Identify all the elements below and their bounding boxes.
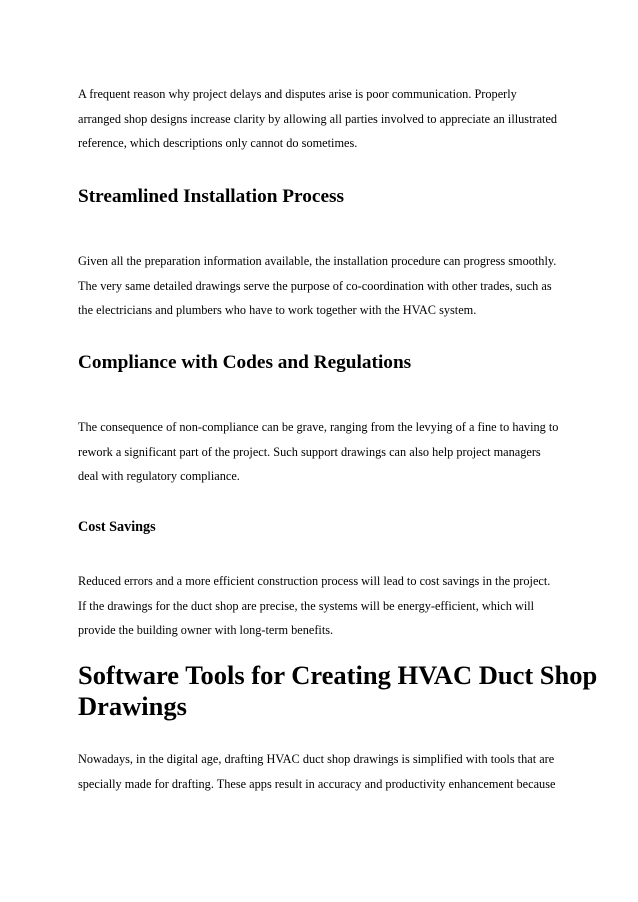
text-line: provide the building owner with long-term benefits. [78, 623, 334, 637]
heading-streamlined-installation: Streamlined Installation Process [78, 186, 345, 207]
heading-line: Drawings [78, 691, 187, 721]
text-line: The consequence of non-compliance can be grave, ranging from the levying of a fine to having to [78, 420, 559, 434]
heading-compliance: Compliance with Codes and Regulations [78, 352, 412, 373]
heading-cost-savings: Cost Savings [78, 519, 156, 535]
text-line: arranged shop designs increase clarity by allowing all parties involved to appreciate an illustrated [78, 111, 558, 126]
text-line: specially made for drafting. These apps result in accuracy and productivity enhancement because [78, 776, 556, 791]
paragraph-compliance [78, 415, 568, 489]
text-line: reference, which descriptions only cannot do sometimes. [78, 136, 358, 150]
text-line: the electricians and plumbers who have to work together with the HVAC system. [78, 303, 477, 317]
text-line: Reduced errors and a more efficient construction process will lead to cost savings in the project. [78, 574, 551, 588]
heading-line: Software Tools for Creating HVAC Duct Shop [78, 660, 598, 690]
heading-software-tools [78, 660, 598, 722]
text-line: If the drawings for the duct shop are precise, the systems will be energy-efficient, which will [78, 598, 535, 613]
text-line: rework a significant part of the project. Such support drawings can also help project managers [78, 444, 541, 459]
text-line: deal with regulatory compliance. [78, 469, 240, 483]
paragraph-cost-savings [78, 569, 568, 643]
text-line: The very same detailed drawings serve the purpose of co-coordination with other trades, such as [78, 278, 552, 293]
text-line: A frequent reason why project delays and disputes arise is poor communication. Properly [78, 87, 517, 101]
paragraph-software [78, 747, 568, 796]
paragraph-communication [78, 82, 568, 156]
text-line: Nowadays, in the digital age, drafting HVAC duct shop drawings is simplified with tools that are [78, 752, 555, 766]
text-line: Given all the preparation information available, the installation procedure can progress smoothly. [78, 254, 557, 268]
paragraph-installation [78, 249, 568, 323]
